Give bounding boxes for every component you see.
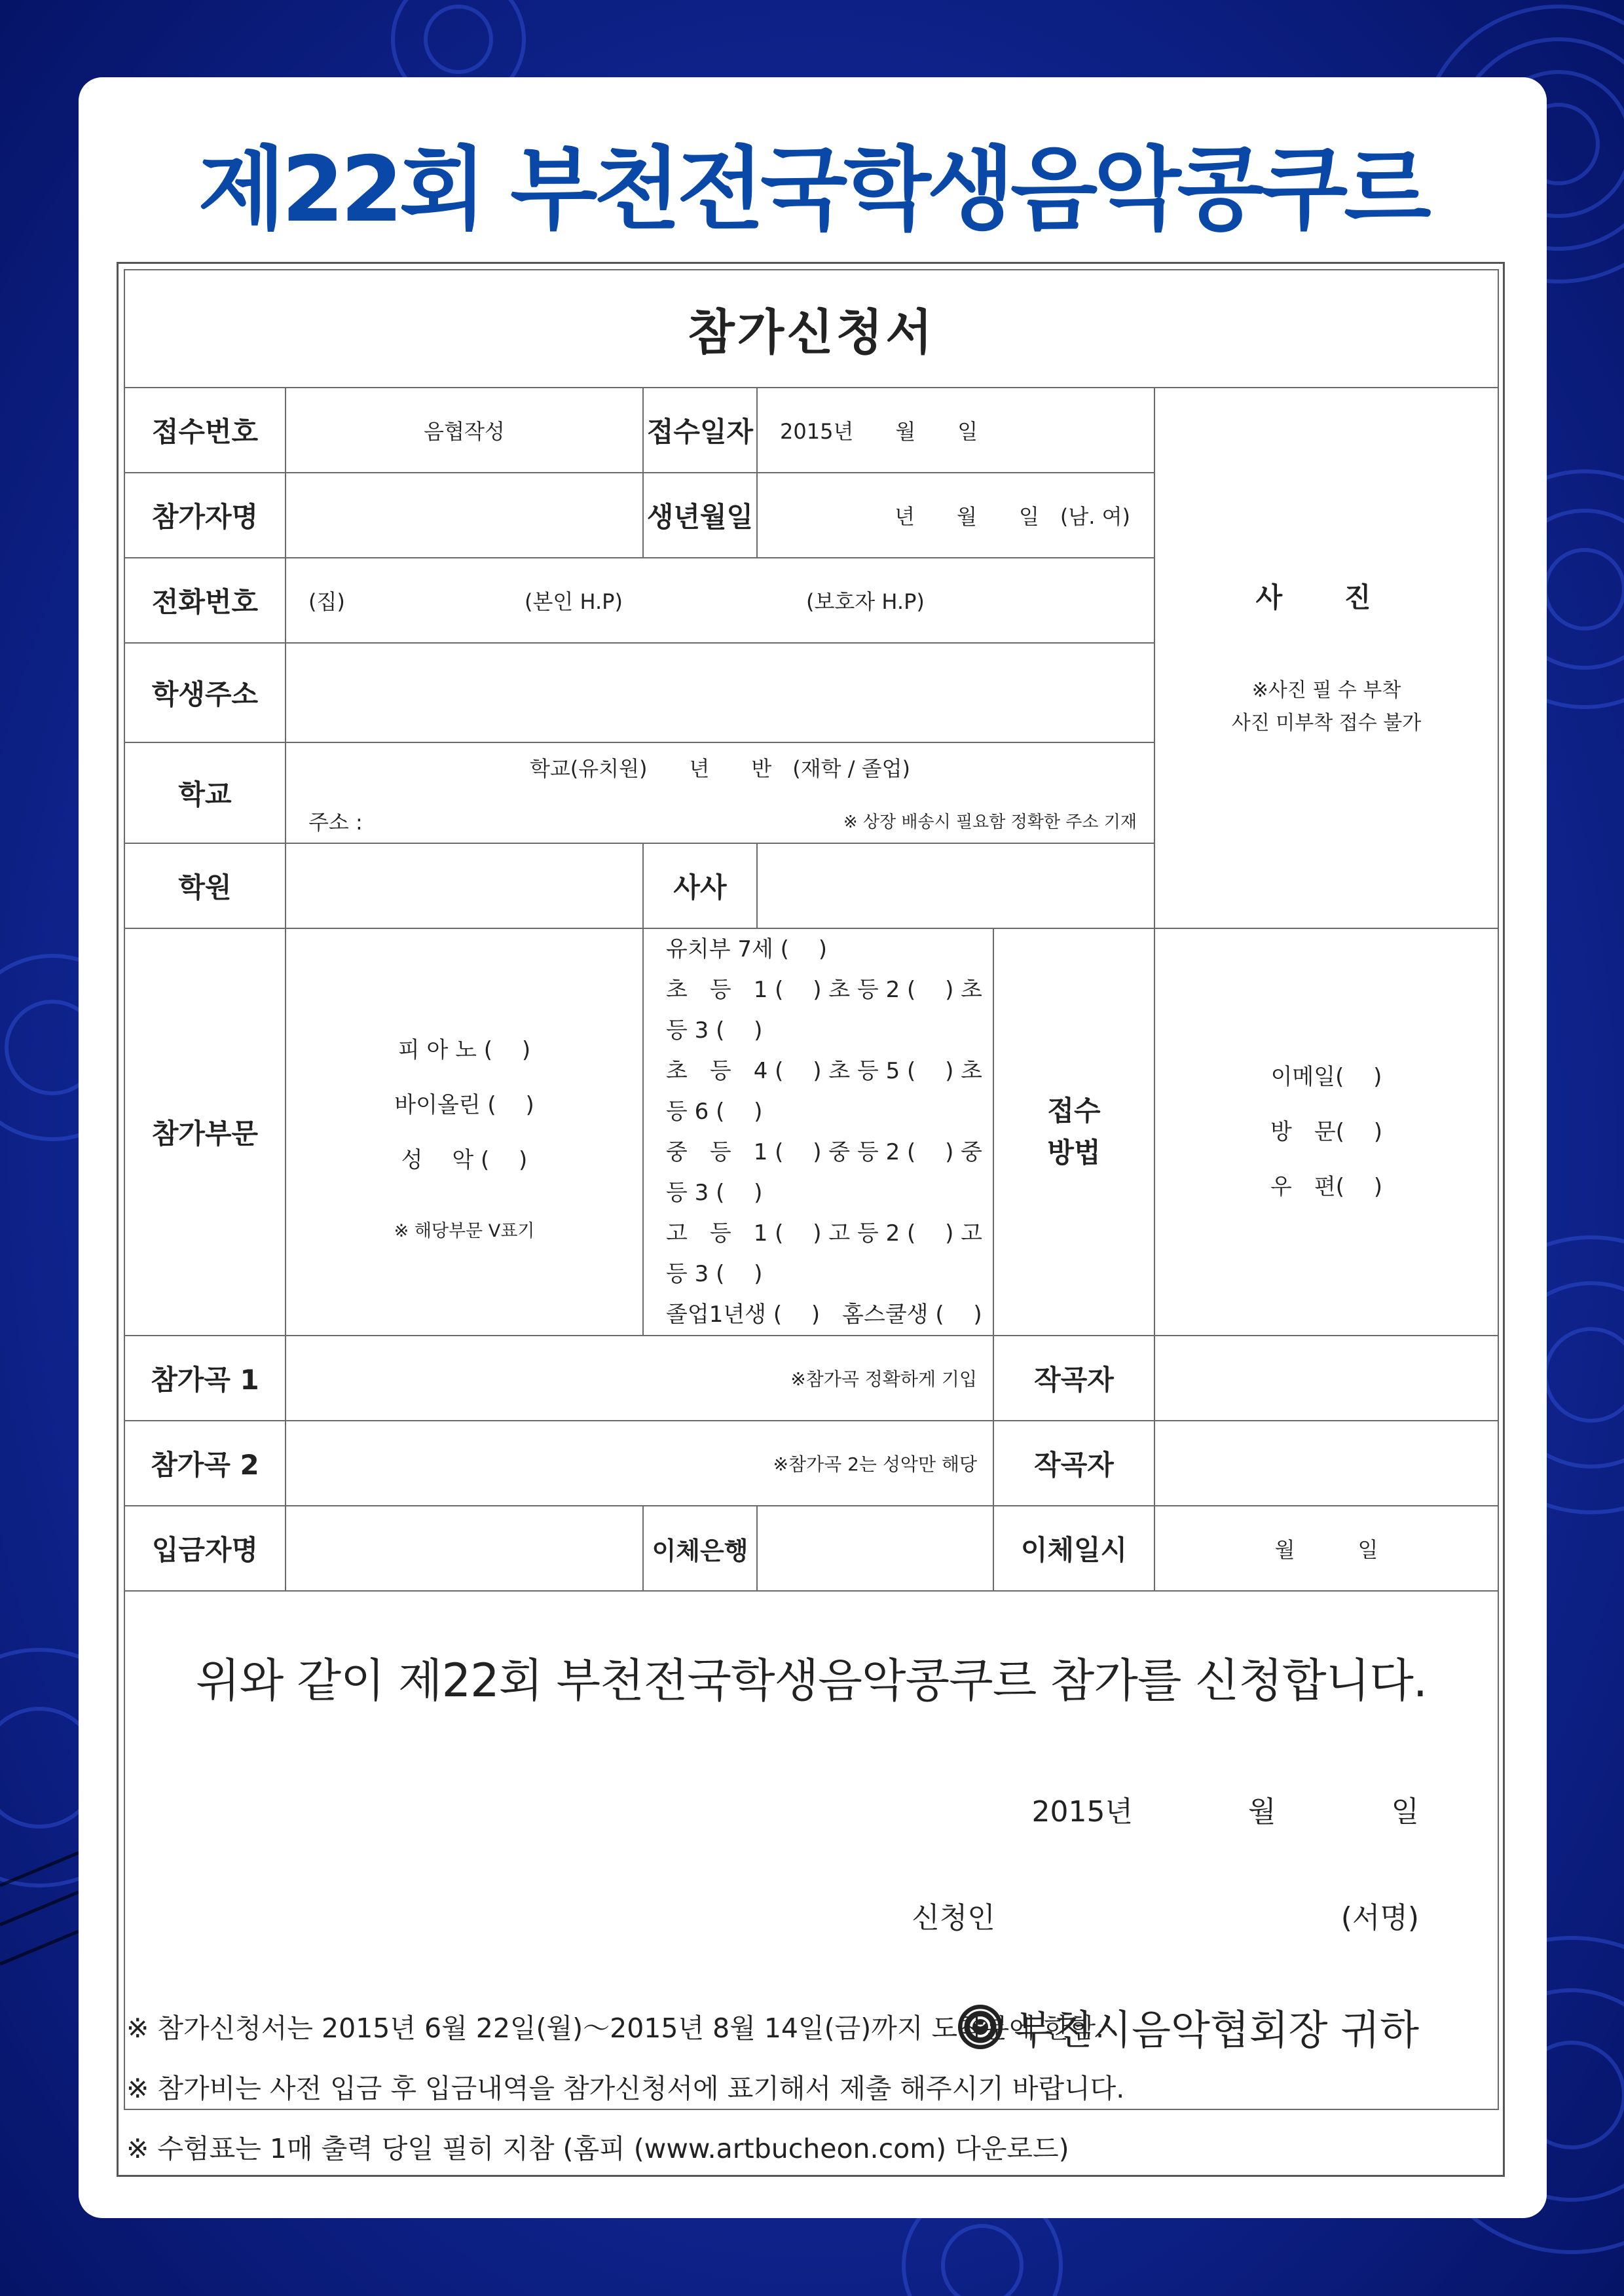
grade-row[interactable]: 초 등 1 ( ) 초 등 2 ( ) 초 등 3 ( ) (666, 977, 983, 1044)
method-visit[interactable]: 방 문( ) (1270, 1119, 1383, 1145)
notes (126, 1998, 1488, 2179)
school-note: ※ 상장 배송시 필요함 정확한 주소 기재 (843, 812, 1137, 832)
method-label-1: 접수 (1047, 1095, 1101, 1127)
page-title: 제22회 부천전국학생음악콩쿠르 (198, 137, 1428, 242)
transfer-date-label: 이체일시 (993, 1506, 1154, 1591)
receipt-no-field[interactable]: 음협작성 (286, 388, 643, 473)
birth-field[interactable]: 년 월 일 (남. 여) (757, 473, 1154, 558)
piece1-label: 참가곡 1 (124, 1336, 286, 1421)
composer2-label: 작곡자 (993, 1421, 1154, 1506)
method-email[interactable]: 이메일( ) (1270, 1064, 1382, 1090)
grade-field[interactable] (643, 928, 993, 1336)
school-field[interactable] (286, 742, 1154, 843)
address-label: 학생주소 (124, 643, 286, 742)
depositor-field[interactable] (286, 1506, 643, 1591)
bank-field[interactable] (757, 1506, 993, 1591)
addressee-text: 부천시음악협회장 귀하 (1014, 2006, 1420, 2054)
phone-home: (집) (308, 589, 345, 614)
division-field[interactable] (286, 928, 643, 1336)
transfer-date-field[interactable]: 월 일 (1154, 1506, 1498, 1591)
photo-note-1: ※사진 필 수 부착 (1251, 679, 1401, 702)
phone-self: (본인 H.P) (525, 589, 623, 614)
school-line: 학교(유치원) 년 반 (재학 / 졸업) (529, 756, 911, 781)
sign-date[interactable]: 2015년 월 일 (1031, 1795, 1420, 1829)
application-form (124, 269, 1499, 2110)
name-field[interactable] (286, 473, 643, 558)
photo-title: 사 진 (1255, 581, 1397, 613)
composer2-field[interactable] (1154, 1421, 1498, 1506)
teacher-label: 사사 (643, 843, 757, 928)
piece1-field[interactable]: ※참가곡 정확하게 기입 (286, 1336, 993, 1421)
phone-label: 전화번호 (124, 558, 286, 643)
note-payment: ※ 참가비는 사전 입금 후 입금내역을 참가신청서에 표기해서 제출 해주시기 바랍니다. (126, 2073, 1125, 2104)
address-field[interactable] (286, 643, 1154, 742)
phone-guardian: (보호자 H.P) (806, 589, 925, 614)
phone-field[interactable] (286, 558, 1154, 643)
receipt-date-field[interactable]: 2015년 월 일 (757, 388, 1154, 473)
receipt-no-label: 접수번호 (124, 388, 286, 473)
academy-label: 학원 (124, 843, 286, 928)
grade-row[interactable]: 고 등 1 ( ) 고 등 2 ( ) 고 등 3 ( ) (666, 1220, 983, 1287)
applicant-signature[interactable]: 신청인 (서명) (912, 1901, 1420, 1935)
piece2-field[interactable]: ※참가곡 2는 성악만 해당 (286, 1421, 993, 1506)
grade-row[interactable]: 졸업1년생 ( ) 홈스쿨생 ( ) (666, 1302, 982, 1328)
school-label: 학교 (124, 742, 286, 843)
bank-label: 이체은행 (643, 1506, 757, 1591)
method-label-2: 방법 (1047, 1137, 1101, 1169)
piece2-label: 참가곡 2 (124, 1421, 286, 1506)
division-label: 참가부문 (124, 928, 286, 1336)
note-deadline: ※ 참가신청서는 2015년 6월 22일(월)～2015년 8월 14일(금)까지 도착분에 한함. (126, 2013, 1105, 2044)
division-note: ※ 해당부문 V표기 (394, 1220, 535, 1241)
division-piano[interactable]: 피 아 노 ( ) (397, 1036, 531, 1063)
name-label: 참가자명 (124, 473, 286, 558)
form-title: 참가신청서 (124, 270, 1498, 388)
method-mail[interactable]: 우 편( ) (1270, 1174, 1383, 1200)
division-vocal[interactable]: 성 악 ( ) (401, 1146, 528, 1173)
birth-label: 생년월일 (643, 473, 757, 558)
school-address: 주소 : (308, 810, 363, 835)
composer1-label: 작곡자 (993, 1336, 1154, 1421)
academy-field[interactable] (286, 843, 643, 928)
photo-box[interactable] (1154, 388, 1498, 928)
grade-row[interactable]: 중 등 1 ( ) 중 등 2 ( ) 중 등 3 ( ) (666, 1139, 983, 1206)
grade-row[interactable]: 초 등 4 ( ) 초 등 5 ( ) 초 등 6 ( ) (666, 1058, 983, 1125)
grade-row[interactable]: 유치부 7세 ( ) (666, 936, 827, 962)
note-admission-ticket: ※ 수험표는 1매 출력 당일 필히 지참 (홈피 (www.artbucheon.com) 다운로드) (126, 2133, 1069, 2164)
receipt-date-label: 접수일자 (643, 388, 757, 473)
method-label (993, 928, 1154, 1336)
division-violin[interactable]: 바이올린 ( ) (394, 1091, 534, 1118)
teacher-field[interactable] (757, 843, 1154, 928)
method-field[interactable] (1154, 928, 1498, 1336)
photo-note-2: 사진 미부착 접수 불가 (1231, 712, 1422, 735)
depositor-label: 입금자명 (124, 1506, 286, 1591)
composer1-field[interactable] (1154, 1336, 1498, 1421)
declaration-text: 위와 같이 제22회 부천전국학생음악콩쿠르 참가를 신청합니다. (195, 1654, 1428, 1707)
